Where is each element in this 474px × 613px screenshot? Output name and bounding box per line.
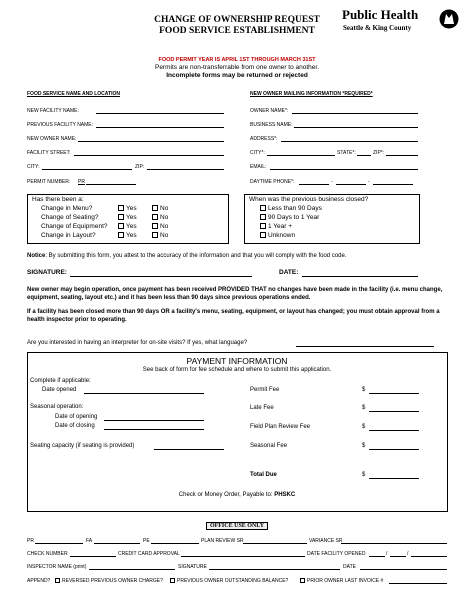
office-inspector-label: INSPECTOR NAME (print)	[27, 564, 87, 570]
non-transferable-note: Permits are non-transferrable from one owner to another.	[154, 64, 320, 71]
yes-label: Yes	[126, 205, 137, 212]
office-signature-field[interactable]	[209, 569, 340, 570]
currency-symbol: $	[362, 424, 366, 430]
office-date-opened-day-field[interactable]	[390, 556, 406, 557]
late-fee-field[interactable]	[369, 411, 419, 412]
no-label: No	[160, 232, 169, 239]
yes-label: Yes	[126, 232, 137, 239]
office-date-opened-year-field[interactable]	[411, 556, 447, 557]
office-credit-card-label: CREDIT CARD APPROVAL	[118, 551, 180, 557]
address-field[interactable]	[281, 141, 418, 142]
daytime-phone-label: DAYTIME PHONE*:	[250, 179, 295, 185]
closed-option-label: 90 Days to 1 Year	[268, 214, 320, 221]
yes-label: Yes	[126, 214, 137, 221]
payee-name: PHSKC	[274, 492, 296, 498]
layout-no-checkbox[interactable]	[152, 232, 158, 238]
permit-fee-label: Permit Fee	[250, 387, 280, 393]
seating-capacity-label: Seating capacity (if seating is provided)	[30, 443, 135, 449]
date-field[interactable]	[302, 276, 418, 277]
office-variance-field[interactable]	[341, 543, 447, 544]
permit-number-label: PERMIT NUMBER:	[27, 179, 71, 185]
date-of-opening-label: Date of opening	[55, 414, 98, 420]
phone-dash-1: -	[331, 179, 333, 185]
office-pr-field[interactable]	[35, 543, 83, 544]
permit-number-field[interactable]	[86, 184, 136, 185]
currency-symbol: $	[362, 387, 366, 393]
field-plan-review-fee-label: Field Plan Review Fee	[250, 424, 311, 430]
date-separator: /	[407, 551, 409, 557]
office-signature-label: SIGNATURE	[178, 564, 207, 570]
reversed-charge-checkbox[interactable]	[170, 578, 175, 583]
total-due-field[interactable]	[369, 478, 419, 479]
office-pe-field[interactable]	[151, 543, 199, 544]
permit-year-note: FOOD PERMIT YEAR IS APRIL 1ST THROUGH MARCH 31ST	[158, 57, 316, 63]
new-facility-name-label: NEW FACILITY NAME:	[27, 108, 79, 114]
office-append-label: APPEND?	[27, 578, 51, 584]
change-question: Has there been a:	[32, 196, 84, 203]
office-date-field[interactable]	[360, 569, 447, 570]
phone-line-field[interactable]	[373, 184, 413, 185]
new-owner-name-field[interactable]	[78, 141, 224, 142]
permit-fee-field[interactable]	[369, 393, 419, 394]
facility-street-field[interactable]	[74, 155, 224, 156]
title-line-1: CHANGE OF OWNERSHIP REQUEST	[154, 15, 320, 25]
signature-label: SIGNATURE:	[27, 269, 67, 276]
city-label: CITY:	[27, 164, 40, 170]
date-of-closing-label: Date of closing	[55, 423, 95, 429]
office-date-opened-month-field[interactable]	[369, 556, 385, 557]
office-plan-review-field[interactable]	[243, 543, 307, 544]
yes-label: Yes	[126, 223, 137, 230]
zip-field[interactable]	[147, 169, 224, 170]
public-health-logo	[340, 8, 464, 36]
office-pe-label: PE	[143, 538, 150, 544]
change-item-label: Change in Menu?	[41, 205, 93, 212]
logo-title: Public Health	[342, 7, 419, 22]
date-label: DATE:	[279, 269, 299, 276]
currency-symbol: $	[362, 472, 366, 478]
no-label: No	[160, 214, 169, 221]
late-fee-label: Late Fee	[250, 405, 274, 411]
office-use-title-text: OFFICE USE ONLY	[206, 522, 268, 530]
office-plan-review-label: PLAN REVIEW SR	[201, 538, 244, 544]
no-label: No	[160, 223, 169, 230]
equipment-yes-checkbox[interactable]	[118, 223, 124, 229]
signature-field[interactable]	[70, 276, 252, 277]
layout-yes-checkbox[interactable]	[118, 232, 124, 238]
owner-zip-field[interactable]	[386, 155, 418, 156]
state-label: STATE*:	[337, 150, 356, 156]
seating-yes-checkbox[interactable]	[118, 214, 124, 220]
complete-if-applicable: Complete if applicable:	[30, 378, 91, 384]
office-credit-card-field[interactable]	[181, 556, 305, 557]
address-label: ADDRESS*:	[250, 136, 278, 142]
rule-new-owner: New owner may begin operation, once payment has been received PROVIDED THAT no changes have been made in the facility (i.e. menu change, equipment, seating, layout etc.) and it has been less than 90 days since previous operations ended.	[27, 287, 443, 301]
change-item-label: Change of Seating?	[41, 214, 99, 221]
right-section-heading: NEW OWNER MAILING INFORMATION *REQUIRED*	[250, 91, 373, 97]
owner-name-label: OWNER NAME*:	[250, 108, 289, 114]
notice-text: : By submitting this form, you attest to the accuracy of the information and that you will comply with the food code.	[45, 253, 347, 259]
closed-option-checkbox[interactable]	[260, 205, 266, 211]
phone-prefix-field[interactable]	[336, 184, 366, 185]
interpreter-language-field[interactable]	[296, 346, 434, 347]
append-checkbox[interactable]	[55, 578, 60, 583]
payable-to-label: Check or Money Order, Payable to:	[178, 492, 273, 498]
date-separator: /	[386, 551, 388, 557]
change-question-box	[27, 194, 229, 244]
date-of-closing-field[interactable]	[104, 429, 204, 430]
prior-owner-invoice-label: PRIOR OWNER LAST INVOICE #	[307, 578, 384, 584]
email-field[interactable]	[270, 169, 418, 170]
email-label: EMAIL:	[250, 164, 267, 170]
seasonal-fee-field[interactable]	[369, 449, 419, 450]
closed-question: When was the previous business closed?	[249, 196, 369, 203]
closed-option-label: 1 Year +	[268, 223, 293, 230]
no-label: No	[160, 205, 169, 212]
owner-city-label: CITY*:	[250, 150, 265, 156]
office-fa-label: FA	[86, 538, 93, 544]
incomplete-note: Incomplete forms may be returned or rejected	[166, 72, 308, 79]
office-date-opened-label: DATE FACILITY OPENED	[307, 551, 366, 557]
city-field[interactable]	[42, 169, 132, 170]
logo-emblem-icon	[436, 9, 462, 29]
payment-title: PAYMENT INFORMATION	[186, 356, 288, 366]
seating-no-checkbox[interactable]	[152, 214, 158, 220]
outstanding-balance-checkbox[interactable]	[300, 578, 305, 583]
equipment-no-checkbox[interactable]	[152, 223, 158, 229]
office-use-title	[0, 523, 474, 530]
interpreter-question: Are you interested in having an interpreter for on-site visits? If yes, what language?	[27, 340, 248, 346]
office-check-number-label: CHECK NUMBER	[27, 551, 68, 557]
previous-facility-name-field[interactable]	[96, 127, 224, 128]
owner-name-field[interactable]	[292, 113, 418, 114]
notice	[27, 252, 347, 260]
office-check-number-field[interactable]	[70, 556, 116, 557]
notice-label: Notice	[27, 253, 46, 259]
closed-question-box	[244, 194, 420, 244]
phone-area-field[interactable]	[299, 184, 329, 185]
payable-to	[0, 492, 474, 499]
change-item-label: Change of Equipment?	[41, 223, 108, 230]
logo-subtitle: Seattle & King County	[343, 24, 412, 32]
seasonal-fee-label: Seasonal Fee	[250, 443, 288, 449]
date-opened-field[interactable]	[84, 393, 204, 394]
business-name-field[interactable]	[294, 127, 418, 128]
new-facility-name-field[interactable]	[96, 113, 224, 114]
change-item-label: Change in Layout?	[41, 232, 96, 239]
owner-zip-label: ZIP*:	[373, 150, 385, 156]
office-inspector-field[interactable]	[89, 569, 175, 570]
phone-dash-2: -	[368, 179, 370, 185]
currency-symbol: $	[362, 405, 366, 411]
date-of-opening-field[interactable]	[104, 420, 204, 421]
seating-capacity-field[interactable]	[154, 449, 224, 450]
office-fa-field[interactable]	[94, 543, 140, 544]
office-variance-label: VARIANCE SR	[309, 538, 343, 544]
office-pr-label: PR	[27, 538, 34, 544]
prior-owner-invoice-field[interactable]	[389, 583, 447, 584]
state-field[interactable]	[357, 155, 371, 156]
closed-option-checkbox[interactable]	[260, 214, 266, 220]
total-due-label: Total Due	[250, 472, 277, 478]
menu-no-checkbox[interactable]	[152, 205, 158, 211]
reversed-charge-label: REVERSED PREVIOUS OWNER CHARGE?	[62, 578, 163, 584]
menu-yes-checkbox[interactable]	[118, 205, 124, 211]
title-line-2: FOOD SERVICE ESTABLISHMENT	[159, 26, 315, 36]
office-date-label: DATE	[343, 564, 356, 570]
closed-option-checkbox[interactable]	[260, 232, 266, 238]
zip-label: ZIP:	[135, 164, 145, 170]
closed-option-label: Unknown	[268, 232, 296, 239]
facility-street-label: FACILITY STREET:	[27, 150, 71, 156]
rule-closed-facility: If a facility has been closed more than 90 days OR a facility's menu, seating, equipment, or layout has changed; you must obtain approval from a health inspector prior to operating.	[27, 309, 440, 323]
closed-option-checkbox[interactable]	[260, 223, 266, 229]
payment-subtitle: See back of form for fee schedule and where to submit this application.	[142, 367, 332, 373]
outstanding-balance-label: PREVIOUS OWNER OUTSTANDING BALANCE?	[177, 578, 289, 584]
seasonal-operation-label: Seasonal operation:	[30, 404, 84, 410]
closed-option-label: Less than 90 Days	[268, 205, 322, 212]
business-name-label: BUSINESS NAME:	[250, 122, 293, 128]
date-opened-label: Date opened	[42, 387, 77, 393]
payment-box	[27, 352, 448, 512]
field-plan-review-fee-field[interactable]	[369, 430, 419, 431]
new-owner-name-label: NEW OWNER NAME:	[27, 136, 77, 142]
left-section-heading: FOOD SERVICE NAME AND LOCATION	[27, 91, 120, 97]
owner-city-field[interactable]	[267, 155, 335, 156]
permit-prefix: PR	[78, 179, 85, 185]
currency-symbol: $	[362, 443, 366, 449]
previous-facility-name-label: PREVIOUS FACILITY NAME:	[27, 122, 94, 128]
